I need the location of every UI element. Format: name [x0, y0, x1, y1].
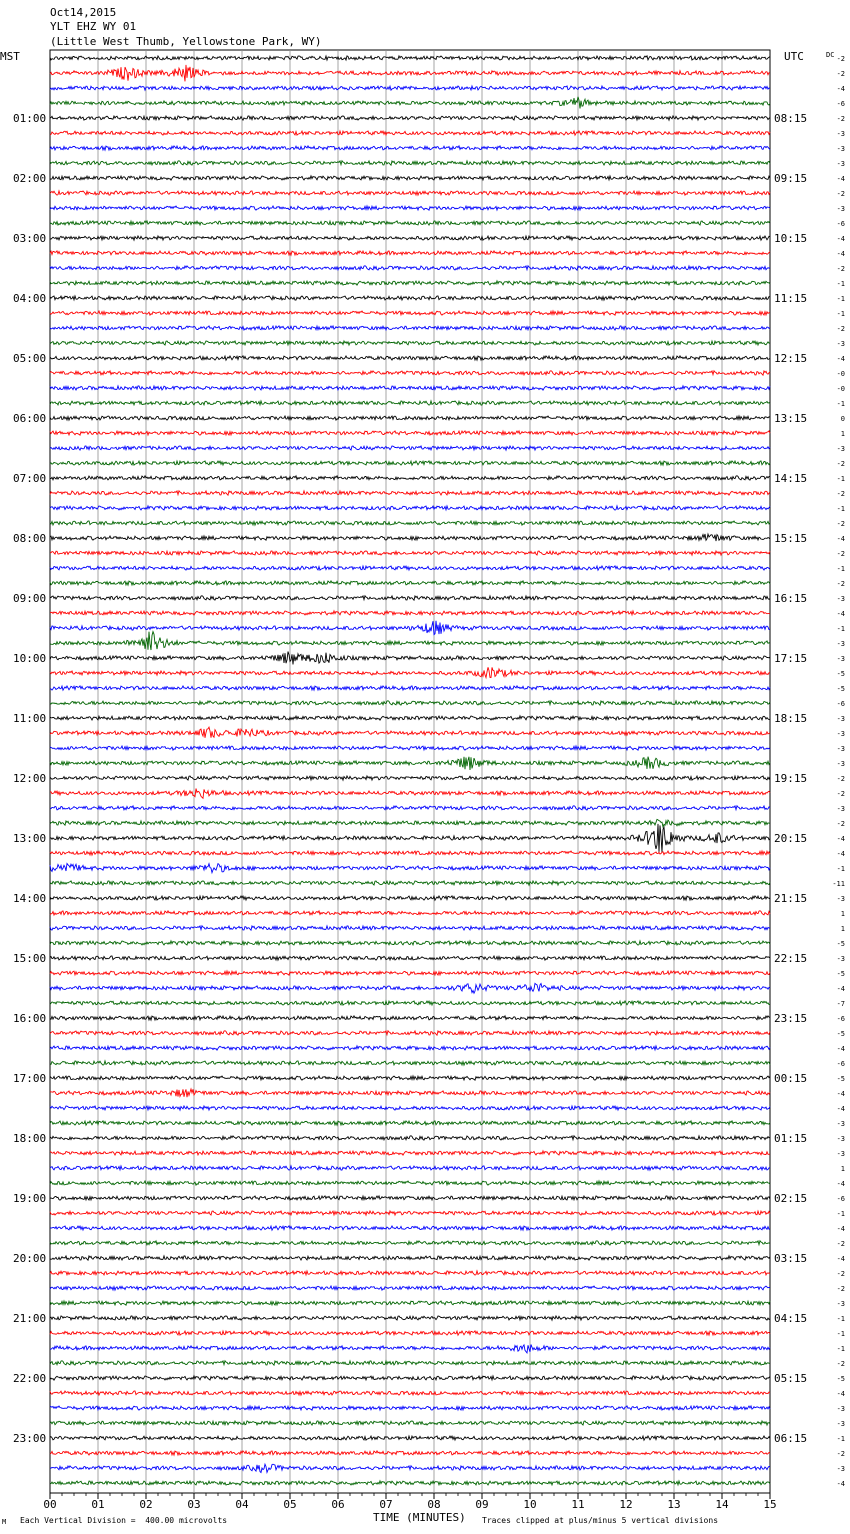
- trace-line: [50, 806, 770, 810]
- trace-line: [50, 65, 770, 82]
- trace-line: [50, 1181, 770, 1185]
- dc-offset-value: -1: [836, 1315, 845, 1323]
- trace-line: [50, 1196, 770, 1200]
- chart-date: Oct14,2015: [50, 6, 117, 19]
- trace-line: [50, 1226, 770, 1230]
- trace-line: [50, 1481, 770, 1485]
- hour-label-utc: 11:15: [774, 292, 808, 305]
- trace-line: [50, 757, 770, 770]
- trace-line: [50, 146, 770, 150]
- trace-line: [50, 716, 770, 720]
- dc-offset-value: -6: [836, 220, 845, 228]
- trace-line: [50, 1256, 770, 1260]
- dc-offset-value: 1: [840, 1165, 845, 1173]
- dc-offset-value: -5: [836, 1375, 845, 1383]
- x-tick-label: 08: [427, 1498, 441, 1511]
- hour-label-utc: 17:15: [774, 652, 808, 665]
- dc-offset-value: -3: [836, 1465, 845, 1473]
- trace-line: [50, 1271, 770, 1275]
- dc-offset-value: -2: [836, 55, 845, 63]
- trace-line: [50, 896, 770, 900]
- hour-label-utc: 16:15: [774, 592, 808, 605]
- dc-offset-value: -6: [836, 1060, 845, 1068]
- hour-label-mst: 14:00: [13, 892, 47, 905]
- dc-offset-value: -3: [836, 1120, 845, 1128]
- trace-line: [50, 1286, 770, 1290]
- trace-line: [50, 371, 770, 375]
- trace-line: [50, 221, 770, 225]
- dc-offset-value: -4: [836, 850, 845, 858]
- trace-line: [50, 926, 770, 930]
- x-tick-label: 09: [475, 1498, 489, 1511]
- trace-line: [50, 581, 770, 585]
- trace-line: [50, 131, 770, 135]
- dc-offset-value: -11: [832, 880, 845, 888]
- dc-offset-value: -3: [836, 760, 845, 768]
- trace-line: [50, 521, 770, 525]
- dc-offset-value: -3: [836, 655, 845, 663]
- hour-label-utc: 14:15: [774, 472, 808, 485]
- x-axis-label: TIME (MINUTES): [373, 1511, 466, 1524]
- trace-line: [50, 416, 770, 420]
- hour-label-utc: 01:15: [774, 1132, 808, 1145]
- hour-label-mst: 20:00: [13, 1252, 47, 1265]
- trace-line: [50, 776, 770, 780]
- trace-line: [50, 1211, 770, 1215]
- dc-offset-value: -3: [836, 1135, 845, 1143]
- dc-offset-value: -5: [836, 970, 845, 978]
- dc-offset-value: -2: [836, 1285, 845, 1293]
- dc-offset-value: -4: [836, 175, 845, 183]
- dc-offset-value: -0: [836, 370, 845, 378]
- dc-offset-value: -3: [836, 1300, 845, 1308]
- dc-offset-value: 1: [840, 910, 845, 918]
- trace-line: [50, 1464, 770, 1472]
- hour-label-mst: 06:00: [13, 412, 47, 425]
- x-tick-label: 04: [235, 1498, 249, 1511]
- trace-line: [50, 191, 770, 195]
- dc-offset-value: -4: [836, 535, 845, 543]
- right-timezone-label: UTC: [784, 50, 804, 63]
- dc-offset-value: -3: [836, 145, 845, 153]
- dc-offset-value: -2: [836, 520, 845, 528]
- trace-line: [50, 1136, 770, 1140]
- chart-subtitle: (Little West Thumb, Yellowstone Park, WY): [50, 35, 322, 48]
- dc-offset-value: -4: [836, 1390, 845, 1398]
- trace-line: [50, 446, 770, 450]
- dc-offset-value: -1: [836, 1435, 845, 1443]
- trace-line: [50, 881, 770, 885]
- hour-label-utc: 08:15: [774, 112, 808, 125]
- trace-line: [50, 506, 770, 510]
- dc-offset-value: -2: [836, 190, 845, 198]
- trace-line: [50, 789, 770, 799]
- dc-offset-value: -2: [836, 820, 845, 828]
- dc-offset-value: -4: [836, 1180, 845, 1188]
- trace-line: [50, 161, 770, 165]
- hour-label-mst: 11:00: [13, 712, 47, 725]
- hour-label-mst: 04:00: [13, 292, 47, 305]
- hour-label-mst: 03:00: [13, 232, 47, 245]
- trace-line: [50, 116, 770, 120]
- trace-line: [50, 461, 770, 465]
- dc-offset-value: -4: [836, 985, 845, 993]
- dc-offset-value: -6: [836, 1015, 845, 1023]
- trace-line: [50, 956, 770, 960]
- hour-label-mst: 02:00: [13, 172, 47, 185]
- dc-offset-value: -3: [836, 445, 845, 453]
- trace-line: [50, 596, 770, 600]
- dc-offset-value: -3: [836, 1150, 845, 1158]
- trace-line: [50, 326, 770, 330]
- hour-label-utc: 10:15: [774, 232, 808, 245]
- trace-line: [50, 611, 770, 615]
- dc-offset-value: -2: [836, 1450, 845, 1458]
- trace-line: [50, 667, 770, 677]
- hour-label-utc: 20:15: [774, 832, 808, 845]
- trace-line: [50, 236, 770, 240]
- chart-title: YLT EHZ WY 01: [50, 20, 137, 33]
- hour-label-mst: 08:00: [13, 532, 47, 545]
- dc-offset-value: -2: [836, 1360, 845, 1368]
- trace-line: [50, 819, 770, 827]
- dc-offset-value: -4: [836, 1225, 845, 1233]
- dc-offset-value: -4: [836, 1045, 845, 1053]
- trace-line: [50, 534, 770, 541]
- trace-line: [50, 1001, 770, 1005]
- trace-line: [50, 1345, 770, 1353]
- scale-note: Each Vertical Division = 400.00 microvolts: [20, 1516, 228, 1525]
- dc-offset-value: -6: [836, 100, 845, 108]
- trace-line: [50, 296, 770, 300]
- x-tick-label: 06: [331, 1498, 345, 1511]
- trace-line: [50, 1451, 770, 1455]
- hour-label-mst: 07:00: [13, 472, 47, 485]
- dc-offset-value: -5: [836, 1030, 845, 1038]
- hour-label-utc: 00:15: [774, 1072, 808, 1085]
- trace-line: [50, 386, 770, 390]
- hour-label-mst: 18:00: [13, 1132, 47, 1145]
- trace-line: [50, 1301, 770, 1305]
- hour-label-mst: 23:00: [13, 1432, 47, 1445]
- x-tick-label: 12: [619, 1498, 633, 1511]
- x-tick-label: 10: [523, 1498, 537, 1511]
- dc-offset-value: -1: [836, 505, 845, 513]
- hour-label-utc: 12:15: [774, 352, 808, 365]
- dc-offset-value: -3: [836, 730, 845, 738]
- dc-offset-value: -4: [836, 1480, 845, 1488]
- x-tick-label: 01: [91, 1498, 105, 1511]
- trace-line: [50, 401, 770, 405]
- dc-offset-value: -2: [836, 70, 845, 78]
- trace-line: [50, 1089, 770, 1097]
- trace-line: [50, 491, 770, 495]
- trace-line: [50, 911, 770, 915]
- trace-line: [50, 566, 770, 570]
- dc-offset-value: -3: [836, 595, 845, 603]
- dc-offset-value: -2: [836, 325, 845, 333]
- dc-offset-value: -1: [836, 1210, 845, 1218]
- trace-line: [50, 686, 770, 690]
- trace-line: [50, 1046, 770, 1050]
- dc-offset-value: -4: [836, 1090, 845, 1098]
- trace-line: [50, 941, 770, 945]
- dc-offset-value: -3: [836, 130, 845, 138]
- trace-line: [50, 1391, 770, 1395]
- hour-label-utc: 23:15: [774, 1012, 808, 1025]
- x-tick-label: 15: [763, 1498, 777, 1511]
- x-tick-label: 05: [283, 1498, 297, 1511]
- trace-line: [50, 652, 770, 665]
- dc-offset-value: -2: [836, 580, 845, 588]
- dc-offset-value: -6: [836, 1195, 845, 1203]
- trace-line: [50, 983, 770, 993]
- dc-offset-value: -3: [836, 805, 845, 813]
- x-tick-label: 00: [43, 1498, 57, 1511]
- dc-offset-value: -4: [836, 610, 845, 618]
- trace-line: [50, 1166, 770, 1170]
- x-tick-label: 03: [187, 1498, 201, 1511]
- hour-label-utc: 22:15: [774, 952, 808, 965]
- x-tick-label: 14: [715, 1498, 729, 1511]
- dc-offset-value: -4: [836, 355, 845, 363]
- dc-offset-value: -2: [836, 790, 845, 798]
- trace-line: [50, 1406, 770, 1410]
- hour-label-utc: 18:15: [774, 712, 808, 725]
- hour-label-mst: 12:00: [13, 772, 47, 785]
- trace-line: [50, 1436, 770, 1440]
- hour-label-utc: 19:15: [774, 772, 808, 785]
- dc-offset-value: 1: [840, 925, 845, 933]
- dc-offset-value: -5: [836, 685, 845, 693]
- dc-offset-value: -4: [836, 250, 845, 258]
- dc-offset-value: -1: [836, 565, 845, 573]
- trace-line: [50, 1061, 770, 1065]
- dc-offset-value: -4: [836, 1255, 845, 1263]
- x-tick-label: 11: [571, 1498, 585, 1511]
- trace-line: [50, 1316, 770, 1320]
- trace-line: [50, 1016, 770, 1020]
- hour-label-utc: 13:15: [774, 412, 808, 425]
- dc-offset-value: -1: [836, 400, 845, 408]
- dc-offset-value: -1: [836, 475, 845, 483]
- dc-offset-value: -5: [836, 1075, 845, 1083]
- dc-offset-value: -2: [836, 1270, 845, 1278]
- dc-offset-value: 1: [840, 430, 845, 438]
- trace-line: [50, 356, 770, 360]
- x-tick-label: 07: [379, 1498, 393, 1511]
- dc-offset-value: -3: [836, 715, 845, 723]
- hour-label-utc: 03:15: [774, 1252, 808, 1265]
- hour-label-mst: 15:00: [13, 952, 47, 965]
- trace-line: [50, 971, 770, 975]
- hour-label-mst: 09:00: [13, 592, 47, 605]
- trace-line: [50, 621, 770, 635]
- left-timezone-label: MST: [0, 50, 20, 63]
- trace-line: [50, 1241, 770, 1245]
- dc-offset-value: -5: [836, 940, 845, 948]
- x-tick-label: 02: [139, 1498, 153, 1511]
- dc-offset-value: -4: [836, 1105, 845, 1113]
- dc-offset-value: -1: [836, 295, 845, 303]
- dc-offset-value: -2: [836, 115, 845, 123]
- dc-offset-value: -1: [836, 310, 845, 318]
- trace-line: [50, 1076, 770, 1080]
- trace-line: [50, 176, 770, 180]
- trace-line: [50, 864, 770, 873]
- trace-line: [50, 701, 770, 705]
- dc-offset-value: -2: [836, 490, 845, 498]
- dc-offset-value: -3: [836, 955, 845, 963]
- dc-offset-value: -1: [836, 280, 845, 288]
- trace-line: [50, 251, 770, 255]
- trace-line: [50, 206, 770, 210]
- dc-offset-value: -3: [836, 340, 845, 348]
- trace-line: [50, 281, 770, 285]
- trace-line: [50, 431, 770, 435]
- clip-note: Traces clipped at plus/minus 5 vertical divisions: [482, 1516, 719, 1525]
- dc-offset-value: -2: [836, 265, 845, 273]
- hour-label-mst: 21:00: [13, 1312, 47, 1325]
- dc-offset-value: -3: [836, 1405, 845, 1413]
- hour-label-mst: 17:00: [13, 1072, 47, 1085]
- corner-mark: M: [2, 1518, 7, 1526]
- trace-line: [50, 1031, 770, 1035]
- hour-label-mst: 16:00: [13, 1012, 47, 1025]
- x-tick-label: 13: [667, 1498, 681, 1511]
- trace-line: [50, 551, 770, 555]
- hour-label-utc: 15:15: [774, 532, 808, 545]
- hour-label-utc: 02:15: [774, 1192, 808, 1205]
- hour-label-utc: 09:15: [774, 172, 808, 185]
- trace-line: [50, 266, 770, 270]
- hour-label-utc: 05:15: [774, 1372, 808, 1385]
- trace-line: [50, 97, 770, 109]
- dc-offset-value: -4: [836, 235, 845, 243]
- trace-line: [50, 311, 770, 315]
- hour-label-mst: 01:00: [13, 112, 47, 125]
- dc-offset-value: -3: [836, 160, 845, 168]
- dc-offset-value: -2: [836, 550, 845, 558]
- dc-offset-value: 0: [840, 415, 845, 423]
- hour-label-mst: 10:00: [13, 652, 47, 665]
- dc-offset-value: -2: [836, 1240, 845, 1248]
- hour-label-mst: 05:00: [13, 352, 47, 365]
- trace-line: [50, 1121, 770, 1125]
- trace-line: [50, 1361, 770, 1365]
- trace-line: [50, 746, 770, 750]
- dc-offset-value: -5: [836, 670, 845, 678]
- hour-label-mst: 19:00: [13, 1192, 47, 1205]
- dc-offset-value: -3: [836, 205, 845, 213]
- dc-offset-value: -1: [836, 1330, 845, 1338]
- dc-offset-value: -3: [836, 640, 845, 648]
- dc-offset-value: -4: [836, 835, 845, 843]
- dc-offset-value: -3: [836, 745, 845, 753]
- trace-line: [50, 1106, 770, 1110]
- dc-offset-value: -7: [836, 1000, 845, 1008]
- dc-offset-value: -2: [836, 460, 845, 468]
- dc-offset-value: -3: [836, 1420, 845, 1428]
- hour-label-mst: 22:00: [13, 1372, 47, 1385]
- dc-offset-value: -1: [836, 865, 845, 873]
- dc-offset-value: -3: [836, 895, 845, 903]
- dc-offset-value: -6: [836, 700, 845, 708]
- trace-line: [50, 727, 770, 738]
- trace-line: [50, 341, 770, 345]
- dc-offset-value: -4: [836, 85, 845, 93]
- trace-line: [50, 824, 770, 852]
- trace-line: [50, 86, 770, 90]
- dc-offset-header: DC: [826, 51, 835, 59]
- dc-offset-value: -0: [836, 385, 845, 393]
- dc-offset-value: -1: [836, 625, 845, 633]
- trace-line: [50, 1376, 770, 1380]
- trace-line: [50, 56, 770, 60]
- hour-label-utc: 06:15: [774, 1432, 808, 1445]
- dc-offset-value: -2: [836, 775, 845, 783]
- hour-label-utc: 21:15: [774, 892, 808, 905]
- trace-line: [50, 632, 770, 650]
- trace-line: [50, 1421, 770, 1425]
- hour-label-mst: 13:00: [13, 832, 47, 845]
- hour-label-utc: 04:15: [774, 1312, 808, 1325]
- trace-line: [50, 1151, 770, 1155]
- trace-line: [50, 1331, 770, 1335]
- trace-line: [50, 476, 770, 480]
- dc-offset-value: -1: [836, 1345, 845, 1353]
